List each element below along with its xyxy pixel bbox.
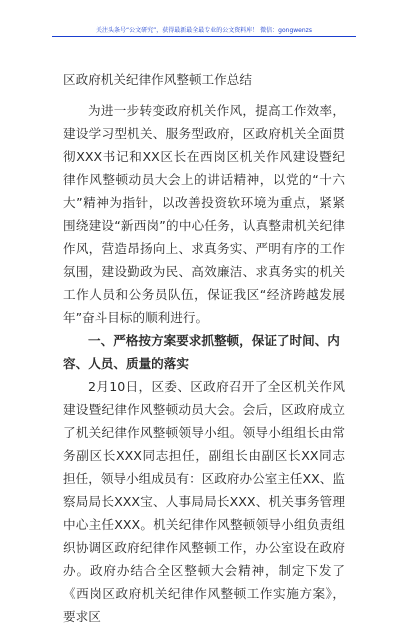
document-title: 区政府机关纪律作风整顿工作总结 — [63, 72, 252, 87]
intro-paragraph: 为进一步转变政府机关作风，提高工作效率，建设学习型机关、服务型政府，区政府机关全面贯彻XXX书记和XX区长在西岗区机关作风建设暨纪律作风整顿动员大会上的讲话精神，以党的“十六大”精神为指针，以改善投资软环境为重点，紧紧围绕建设“新西岗”的中心任务，认真整肃机关纪律作风，营造昂扬向上、求真务实、严明有序的工作氛围，建设勤政为民、高效廉洁、求真务实的机关工作人员和公务员队伍，保证我区“经济跨越发展年”奋斗目标的顺利进行。 — [63, 103, 345, 325]
header-banner: 关注头条号“公文研究”，获得最新最全最专业的公文资料库！ 微信：gongwenzs — [96, 27, 312, 34]
section-heading: 一、严格按方案要求抓整顿，保证了时间、内容、人员、质量的落实 — [63, 333, 340, 371]
header-rule — [52, 36, 356, 37]
section-paragraph: 2月10日，区委、区政府召开了全区机关作风建设暨纪律作风整顿动员大会。会后，区政府成立了机关纪律作风整顿领导小组。领导小组组长由常务副区长XXX同志担任，副组长由副区长XX同志担任，领导小组成员有：区政府办公室主任XX、监察局局长XXX宝、人事局局长XXX、机关事务管理中心主任XXX。机关纪律作风整顿领导小组负责组织协调区政府纪律作风整顿工作，办公室设在政府办。政府办结合全区整顿大会精神，制定下发了《西岗区政府机关纪律作风整顿工作实施方案》，要求区 — [63, 379, 345, 624]
document-body — [63, 68, 345, 628]
